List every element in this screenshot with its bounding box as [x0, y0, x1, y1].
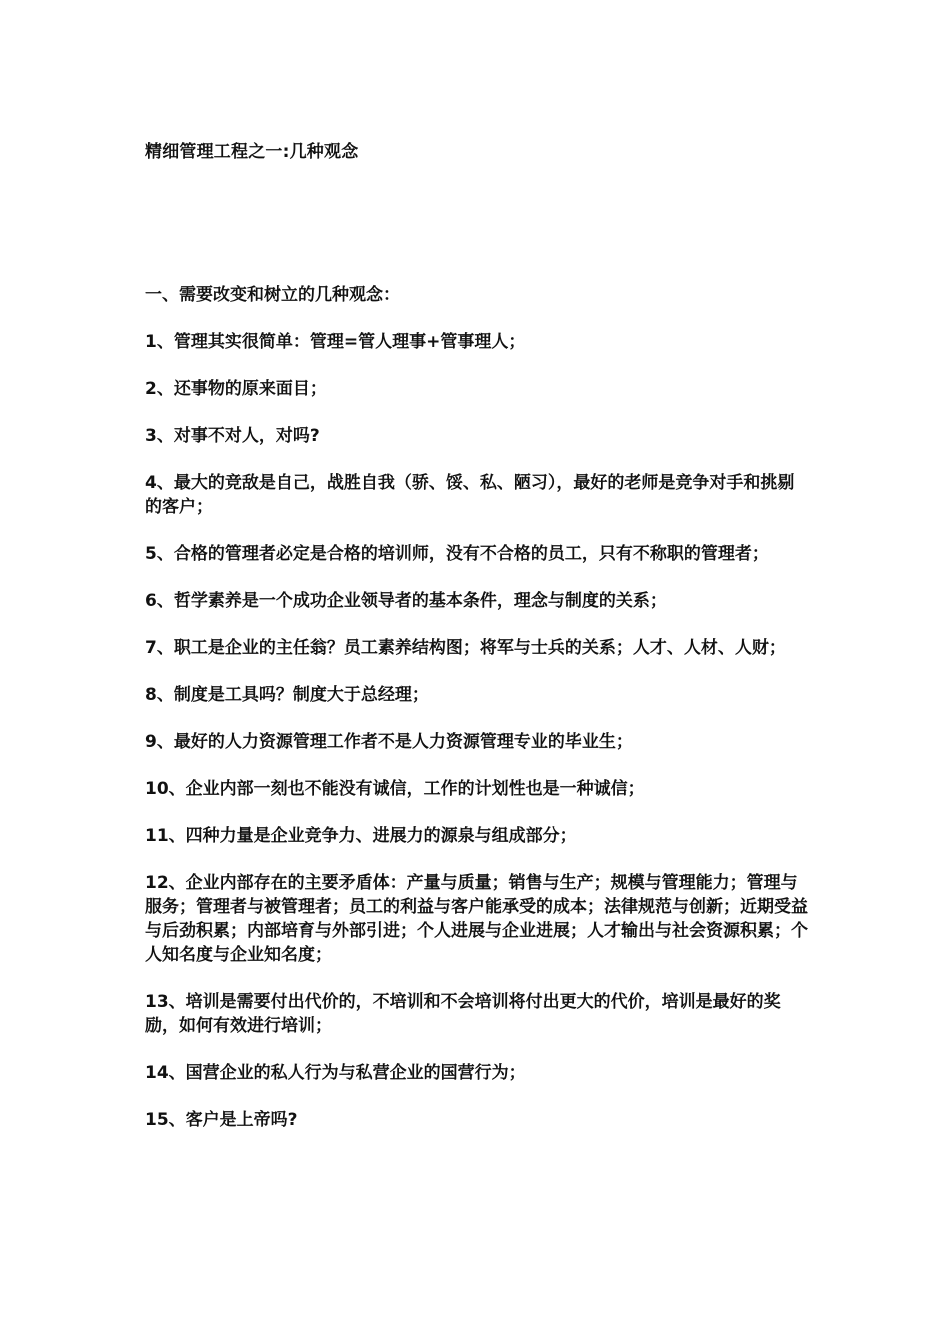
- list-item-4: 4、最大的竞敌是自己，战胜自我（骄、馁、私、陋习），最好的老师是竞争对手和挑剔的客户；: [145, 473, 795, 517]
- list-item-5: 5、合格的管理者必定是合格的培训师，没有不合格的员工，只有不称职的管理者；: [145, 544, 769, 564]
- list-item-12: 12、企业内部存在的主要矛盾体：产量与质量；销售与生产；规模与管理能力；管理与服务；管理者与被管理者；员工的利益与客户能承受的成本；法律规范与创新；近期受益与后劲积累；内部培育与外部引进；个人进展与企业进展；人才输出与社会资源积累；个人知名度与企业知名度；: [145, 873, 808, 965]
- list-item-9: 9、最好的人力资源管理工作者不是人力资源管理专业的毕业生；: [145, 732, 633, 752]
- list-item-15: 15、客户是上帝吗?: [145, 1110, 298, 1130]
- list-item-2: 2、还事物的原来面目；: [145, 379, 327, 399]
- document-title: 精细管理工程之一:几种观念: [145, 142, 359, 162]
- list-item-6: 6、哲学素养是一个成功企业领导者的基本条件，理念与制度的关系；: [145, 591, 667, 611]
- list-item-7: 7、职工是企业的主任翁？员工素养结构图；将军与士兵的关系；人才、人材、人财；: [145, 638, 786, 658]
- list-item-13: 13、培训是需要付出代价的，不培训和不会培训将付出更大的代价，培训是最好的奖励，如何有效进行培训；: [145, 992, 781, 1036]
- list-item-8: 8、制度是工具吗？制度大于总经理；: [145, 685, 429, 705]
- list-item-11: 11、四种力量是企业竞争力、进展力的源泉与组成部分；: [145, 826, 577, 846]
- list-item-14: 14、国营企业的私人行为与私营企业的国营行为；: [145, 1063, 526, 1083]
- section-heading: 一、需要改变和树立的几种观念：: [145, 285, 400, 305]
- document-body: [145, 283, 810, 1155]
- list-item-1: 1、管理其实很简单：管理=管人理事+管事理人；: [145, 332, 526, 352]
- list-item-3: 3、对事不对人，对吗?: [145, 426, 320, 446]
- list-item-10: 10、企业内部一刻也不能没有诚信，工作的计划性也是一种诚信；: [145, 779, 645, 799]
